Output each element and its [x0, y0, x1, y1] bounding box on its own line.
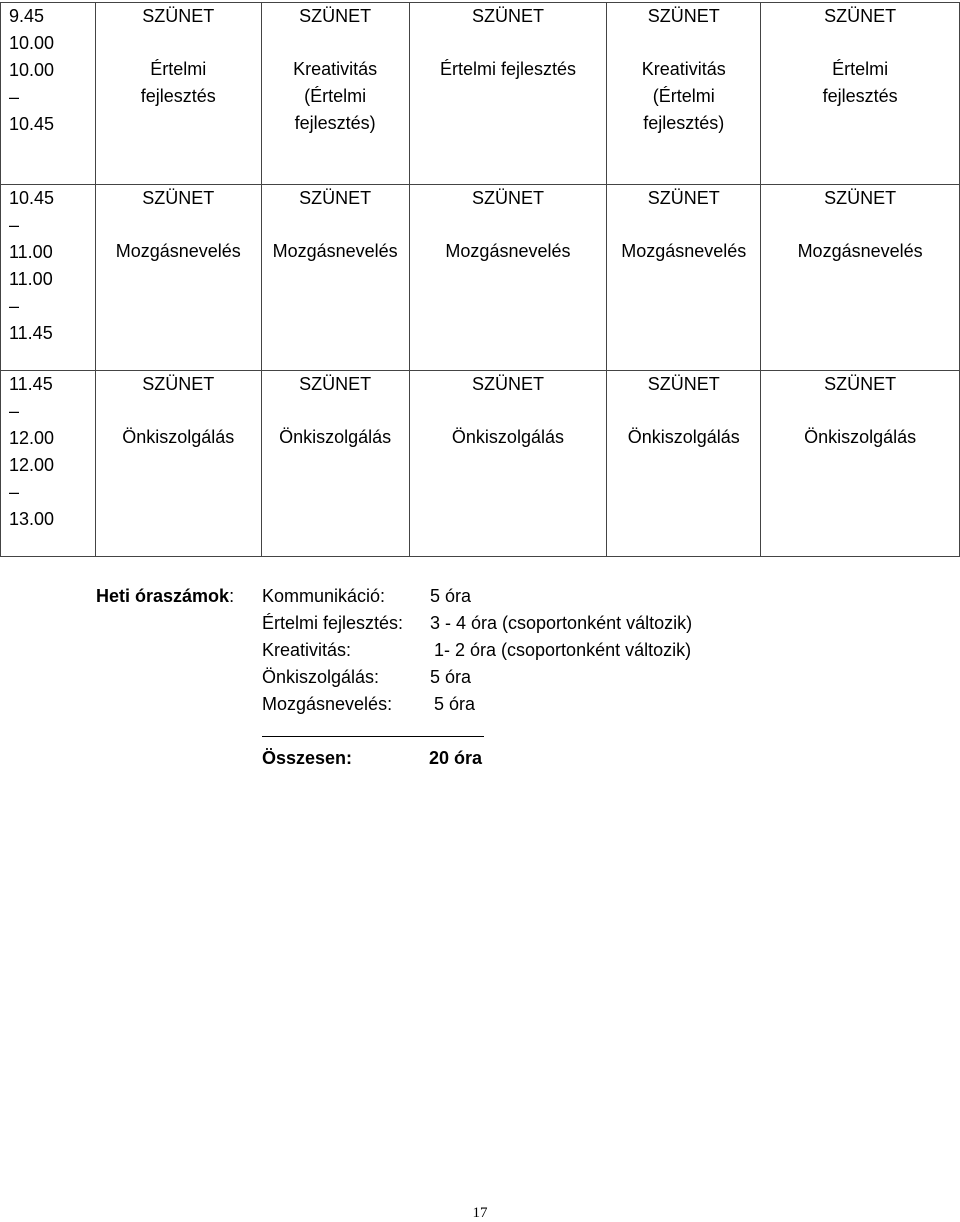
time-cell	[1, 371, 96, 557]
day-cell	[409, 3, 607, 185]
break-label: SZÜNET	[647, 188, 720, 208]
activity-label: Kreativitás (Értelmi fejlesztés)	[293, 59, 378, 133]
activity-label: Mozgásnevelés	[797, 241, 923, 261]
break-label: SZÜNET	[647, 6, 720, 26]
break-label: SZÜNET	[142, 374, 215, 394]
summary-label: Értelmi fejlesztés:	[262, 613, 404, 633]
break-label: SZÜNET	[824, 6, 897, 26]
activity-label: Önkiszolgálás	[279, 427, 392, 447]
day-cell	[409, 371, 607, 557]
activity-label: Mozgásnevelés	[115, 241, 241, 261]
break-label: SZÜNET	[471, 188, 544, 208]
break-label: SZÜNET	[824, 374, 897, 394]
summary-value: 5 óra	[430, 667, 472, 687]
time-cell	[1, 3, 96, 185]
day-cell	[95, 185, 261, 371]
activity-label: Értelmi fejlesztés	[140, 59, 216, 106]
page-number: 17	[472, 1205, 488, 1221]
time-cell	[1, 185, 96, 371]
summary-label: Mozgásnevelés:	[262, 694, 393, 714]
break-label: SZÜNET	[142, 6, 215, 26]
break-label: SZÜNET	[299, 6, 372, 26]
schedule-block	[1, 3, 960, 185]
day-cell	[607, 371, 761, 557]
break-label: SZÜNET	[824, 188, 897, 208]
total-label: Összesen:	[262, 748, 353, 768]
day-cell	[95, 371, 261, 557]
activity-label: Önkiszolgálás	[804, 427, 917, 447]
day-cell	[607, 185, 761, 371]
day-cell	[607, 3, 761, 185]
time-label: 9.45 10.00	[9, 6, 55, 53]
activity-label: Kreativitás (Értelmi fejlesztés)	[641, 59, 726, 133]
activity-label: Értelmi fejlesztés	[822, 59, 898, 106]
total-value: 20 óra	[429, 748, 483, 768]
activity-label: Mozgásnevelés	[272, 241, 398, 261]
break-label: SZÜNET	[471, 374, 544, 394]
break-label: SZÜNET	[142, 188, 215, 208]
time-label: 12.00 – 13.00	[9, 455, 55, 529]
activity-label: Önkiszolgálás	[451, 427, 564, 447]
summary-value: 3 - 4 óra (csoportonként változik)	[430, 613, 693, 633]
break-label: SZÜNET	[299, 188, 372, 208]
day-cell	[261, 3, 409, 185]
day-cell	[409, 185, 607, 371]
time-label: 10.00 – 10.45	[9, 60, 55, 134]
summary-label: Önkiszolgálás:	[262, 667, 380, 687]
schedule-table	[0, 2, 960, 557]
break-label: SZÜNET	[647, 374, 720, 394]
activity-label: Mozgásnevelés	[621, 241, 747, 261]
day-cell	[95, 3, 261, 185]
day-cell	[761, 3, 960, 185]
time-label: 10.45 – 11.00	[9, 188, 55, 262]
time-label: 11.45 – 12.00	[9, 374, 55, 448]
summary-value: 1- 2 óra (csoportonként változik)	[434, 640, 692, 660]
time-label: 11.00 – 11.45	[9, 269, 53, 343]
break-label: SZÜNET	[299, 374, 372, 394]
total-divider	[262, 736, 484, 737]
schedule-block	[1, 185, 960, 371]
activity-label: Mozgásnevelés	[445, 241, 571, 261]
activity-label: Önkiszolgálás	[627, 427, 740, 447]
day-cell	[261, 185, 409, 371]
break-label: SZÜNET	[471, 6, 544, 26]
summary-label: Kommunikáció:	[262, 586, 386, 606]
day-cell	[261, 371, 409, 557]
schedule-block	[1, 371, 960, 557]
activity-label: Értelmi fejlesztés	[439, 59, 576, 79]
activity-label: Önkiszolgálás	[122, 427, 235, 447]
day-cell	[761, 371, 960, 557]
summary-value: 5 óra	[434, 694, 476, 714]
day-cell	[761, 185, 960, 371]
summary-heading: Heti óraszámok:	[96, 586, 235, 606]
summary-value: 5 óra	[430, 586, 472, 606]
summary-label: Kreativitás:	[262, 640, 352, 660]
